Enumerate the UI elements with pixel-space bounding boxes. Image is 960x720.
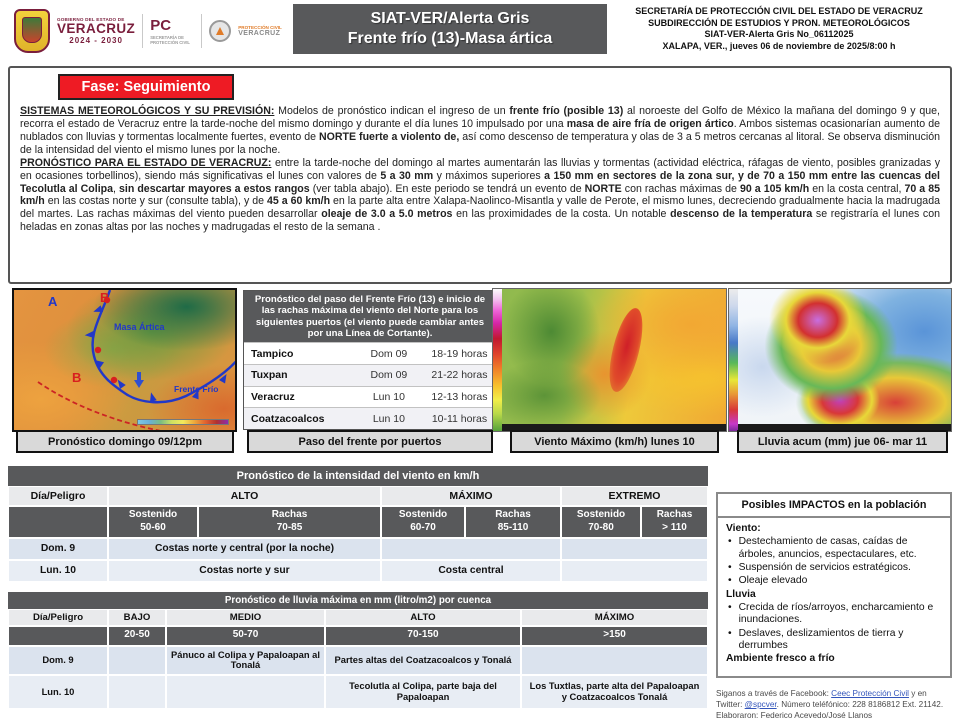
maximo-cell: Costa central [381,560,561,582]
subheader-cell [8,506,108,538]
list-item: • Destechamiento de casas, caídas de árboles, anuncios, espectaculares, etc. [728,536,917,560]
port-hours: 12-13 horas [431,390,488,403]
issuer-line: SUBDIRECCIÓN DE ESTUDIOS Y PRON. METEOROLÓGICOS [648,17,910,28]
port-day: Lun 10 [372,412,405,425]
administration-years: 2024 - 2030 [69,35,123,45]
list-item: • Oleaje elevado [728,575,808,587]
port-name: Tampico [251,347,294,360]
title-line2: Frente frío (13)-Masa ártica [347,29,553,47]
table-row [8,538,708,560]
high-pressure-label: A [48,294,58,309]
port-hours: 21-22 horas [431,369,488,382]
phase-badge: Fase: Seguimiento [58,74,234,100]
port-hours: 10-11 horas [431,412,488,425]
column-header: EXTREMO [561,486,708,506]
table-row [244,407,496,429]
impacts-title: Posibles IMPACTOS en la población [718,494,950,518]
issuer-line: SIAT-VER-Alerta Gris No_06112025 [704,29,854,40]
impacts-ambient-heading: Ambiente fresco a frío [726,653,835,665]
pc-logo [150,18,194,45]
alto-cell: Partes altas del Coatzacoalcos y Tonalá [325,646,521,676]
south-arrow-icon [134,372,144,390]
range-cell: 20-50 [108,626,166,646]
ports-frontal-passage-table [243,290,497,430]
impacts-rain-heading: Lluvia [726,588,756,600]
forecast-section [8,66,952,284]
table-row [8,646,708,676]
divider [142,14,143,48]
table-row [244,342,496,364]
map4-caption: Lluvia acum (mm) jue 06- mar 11 [737,430,948,453]
subheader-cell: Rachas 85-110 [465,506,561,538]
port-name: Coatzacoalcos [251,412,325,425]
proteccion-civil-emblem-icon [209,20,231,42]
pcv-line2: VERACRUZ [238,30,281,37]
extremo-cell [561,560,708,582]
max-wind-map-image [492,288,727,432]
day-cell: Dom. 9 [8,646,108,676]
column-header: Día/Peligro [8,609,108,626]
table-row [244,364,496,386]
port-name: Veracruz [251,390,295,403]
alto-cell: Costas norte y central (por la noche) [108,538,381,560]
front-line-graphic [14,290,237,432]
subheader-cell: Sostenido 70-80 [561,506,641,538]
column-header: MÁXIMO [521,609,708,626]
range-cell [8,626,108,646]
column-header: ALTO [325,609,521,626]
medio-cell: Pánuco al Colipa y Papaloapan al Tonalá [166,646,325,676]
veracruz-coat-of-arms-icon [14,9,50,53]
port-day: Dom 09 [370,369,408,382]
extremo-cell [561,538,708,560]
range-cell: 70-150 [325,626,521,646]
impacts-panel [716,492,952,678]
rain-forecast-table [8,592,708,709]
issuer-info [606,6,952,53]
bajo-cell [108,646,166,676]
table-row [244,386,496,408]
footer-note: Siganos a través de Facebook: Ceec Protección Civil y en Twitter: @spcver. Número teléfónico: 228 8186812 Ext. 21142. Elaboraron: Federico Acevedo/José Llanos [716,689,944,720]
issuer-line: SECRETARÍA DE PROTECCIÓN CIVIL DEL ESTADO DE VERACRUZ [635,6,923,16]
subheader-cell: Rachas 70-85 [198,506,381,538]
column-header: BAJO [108,609,166,626]
alto-cell: Tecolutla al Colipa, parte baja del Papaloapan [325,675,521,709]
alto-cell: Costas norte y sur [108,560,381,582]
pc-wordmark: PC [150,16,172,34]
map3-caption: Viento Máximo (km/h) lunes 10 [510,430,719,453]
logo-group [14,6,286,56]
ports-caption: Paso del frente por puertos [247,430,493,453]
maximo-cell [521,646,708,676]
port-name: Tuxpan [251,369,288,382]
wind-table-title: Pronóstico de la intensidad del viento en km/h [8,466,708,486]
subheader-cell: Sostenido 60-70 [381,506,465,538]
list-item: • Suspensión de servicios estratégicos. [728,562,911,574]
wind-intensity-table [8,466,708,582]
gobierno-wordmark [57,17,135,45]
arctic-airmass-label: Masa Ártica [114,322,165,332]
facebook-link[interactable]: Ceec Protección Civil [831,689,909,698]
rain-range-row [8,626,708,646]
low-pressure-label: B [72,370,82,385]
veracruz-wordmark: VERACRUZ [57,21,136,37]
port-hours: 18-19 horas [431,347,488,360]
systems-forecast-paragraph: SISTEMAS METEOROLÓGICOS Y SU PREVISIÓN: Modelos de pronóstico indican el ingreso de un frente frío (posible 13) al noroeste del Golfo de México la mañana del domingo 9 y que, recorra el estado de Veracruz entre la tarde-noche del mismo domingo y durante el día lunes 10 impulsado por una masa de aire fría de origen ártico. Ambos sistemas ocasionarían aumento de nublados con lluvias y tormentas localmente fuertes, evento de NORTE fuerte a violento de, así como descenso de temperatura y olas de 3 a 5 metros cercanas al litoral. Se observa disminución de la intensidad del viento el mismo lunes por la noche. [20,105,941,156]
header [0,0,960,62]
day-cell: Lun. 10 [8,560,108,582]
day-cell: Dom. 9 [8,538,108,560]
maximo-cell: Los Tuxtlas, parte alta del Papaloapan y Coatzacoalcos Tonalá [521,675,708,709]
rain-table-title: Pronóstico de lluvia máxima en mm (litro/m2) por cuenca [8,592,708,609]
day-cell: Lun. 10 [8,675,108,709]
proteccion-civil-wordmark [238,25,282,37]
range-cell: >150 [521,626,708,646]
maximo-cell [381,538,561,560]
column-header: MÁXIMO [381,486,561,506]
low-pressure-label: B [100,290,110,305]
table-row [8,675,708,709]
impacts-body [718,518,950,670]
twitter-link[interactable]: @spcver [744,700,777,710]
column-header: ALTO [108,486,381,506]
map1-caption: Pronóstico domingo 09/12pm [16,430,234,453]
rain-accumulation-map-image [728,288,952,432]
range-cell: 50-70 [166,626,325,646]
column-header: MEDIO [166,609,325,626]
temperature-colorbar [137,419,229,425]
list-item: • Crecida de ríos/arroyos, encharcamiento e inundaciones. [728,602,934,626]
title-line1: SIAT-VER/Alerta Gris [370,10,530,28]
table-row [8,560,708,582]
wind-subheader-row [8,506,708,538]
state-forecast-paragraph: PRONÓSTICO PARA EL ESTADO DE VERACRUZ: entre la tarde-noche del domingo al martes aumentarán las lluvias y tormentas (actividad eléctrica, ráfagas de viento, posibles granizadas y en ocasiones torbellinos), siendo más significativas el lunes con valores de 5 a 30 mm y máximos superiores a 150 mm en sectores de la zona sur, y de 70 a 150 mm entre las cuencas del Tecolutla al Colipa, sin descartar mayores a estos rangos (ver tabla abajo). En este periodo se tendrá un evento de NORTE con rachas máximas de 90 a 105 km/h en la costa central, 70 a 85 km/h en las costas norte y sur (consulte tabla), y de 45 a 60 km/h en la parte alta entre Xalapa-Naolinco-Misantla y valle de Perote, el mismo lunes, decreciendo gradualmente hacia la madrugada del martes. Las rachas máximas del viento pueden desarrollar oleaje de 3.0 a 5.0 metros en las proximidades de la costa. Un notable descenso de la temperatura se registraría el lunes con heladas en zonas altas por las noches y madrugadas el resto de la semana . [20,156,940,234]
bajo-cell [108,675,166,709]
list-item: • Deslaves, deslizamientos de tierra y derrumbes [728,627,904,652]
impacts-wind-heading: Viento: [726,523,761,534]
issuer-line: XALAPA, VER., jueves 06 de noviembre de 2025/8:00 h [662,41,896,52]
wind-group-header-row [8,486,708,506]
subheader-cell: Sostenido 50-60 [108,506,198,538]
port-day: Lun 10 [372,390,405,403]
divider [201,14,202,48]
coastal-wind-maximum-area [603,305,649,395]
column-header: Día/Peligro [8,486,108,506]
ports-table-header: Pronóstico del paso del Frente Frío (13) e inicio de las rachas máxima del viento del Norte para los siguientes puertos (el viento puede cambiar antes por una Línea de Cortante). [244,291,496,342]
subheader-cell: Rachas > 110 [641,506,708,538]
synoptic-forecast-map-image [12,288,237,432]
cold-front-label: Frente Frío [174,384,219,394]
pc-sublabel: SECRETARÍA DE PROTECCIÓN CIVIL [150,34,190,45]
gobierno-label: GOBIERNO DEL ESTADO DE [57,17,125,23]
port-day: Dom 09 [370,347,408,360]
bulletin-title [293,4,607,54]
pcv-line1: PROTECCIÓN CIVIL [238,25,282,30]
rain-header-row [8,609,708,626]
medio-cell [166,675,325,709]
